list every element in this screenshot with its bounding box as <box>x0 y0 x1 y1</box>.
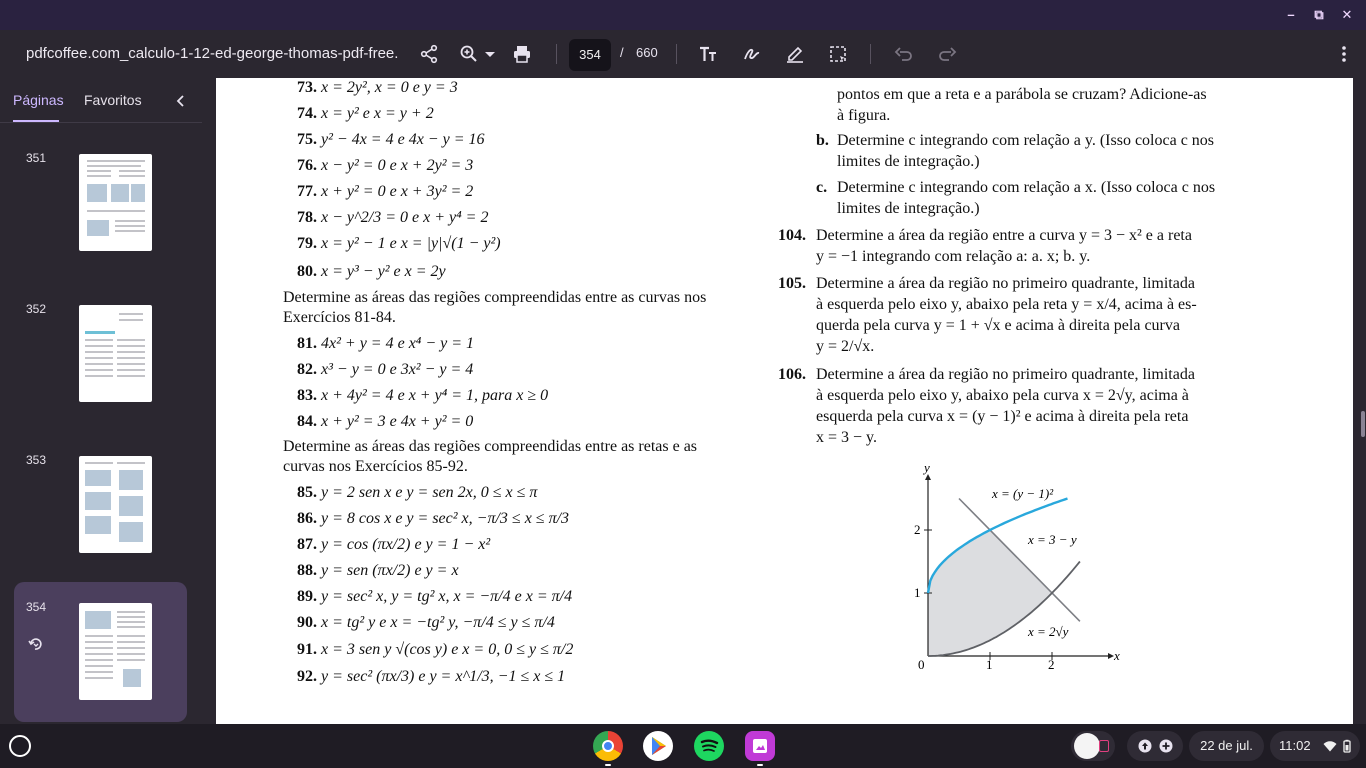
window-title-bar <box>0 0 1366 30</box>
exercise-85 <box>283 483 537 503</box>
text-size-icon <box>698 44 718 64</box>
exercise-text: Determine a área da região no primeiro quadrante, limitada <box>816 366 1195 383</box>
sidebar-divider <box>0 122 202 123</box>
exercise-text: Determine c integrando com relação a x. (Isso coloca c nos <box>837 179 1216 196</box>
exercise-80 <box>283 262 446 282</box>
vertical-scrollbar[interactable] <box>1361 411 1365 437</box>
exercise-89 <box>283 587 572 607</box>
exercise-text: y = 2/√x. <box>816 338 875 355</box>
thumbnail-image <box>79 603 152 700</box>
exercise-equation: 4x² + y = 4 e x⁴ − y = 1 <box>321 335 475 352</box>
exercise-equation: x = tg² y e x = −tg² y, −π/4 ≤ y ≤ π/4 <box>321 614 555 631</box>
exercise-number: 79. <box>297 235 317 252</box>
more-vert-icon <box>1334 44 1354 64</box>
exercise-equation: y = cos (πx/2) e y = 1 − x² <box>321 536 491 553</box>
exercise-text: y = −1 integrando com relação a: a. x; b. y. <box>816 248 1091 265</box>
exercise-equation: y = sec² x, y = tg² x, x = −π/4 e x = π/4 <box>321 588 573 605</box>
page-thumbnail-354[interactable] <box>14 582 187 722</box>
exercise-text: limites de integração.) <box>837 200 980 217</box>
print-button[interactable] <box>510 42 534 66</box>
x-tick-label: 0 <box>918 657 925 672</box>
figure-106 <box>896 456 1126 676</box>
exercise-text: à esquerda pelo eixo y, abaixo pela reta y = x/4, acima à es- <box>816 296 1197 313</box>
exercise-78 <box>283 208 488 228</box>
tab-favorites[interactable]: Favoritos <box>84 92 142 108</box>
exercise-number-104: 104. <box>778 227 806 244</box>
zoom-dropdown[interactable] <box>480 42 500 66</box>
stylus-tools-button[interactable] <box>1071 731 1115 761</box>
exercise-number: 73. <box>297 79 317 96</box>
print-icon <box>512 44 532 64</box>
exercise-number-105: 105. <box>778 275 806 292</box>
system-shelf <box>0 724 1366 768</box>
exercise-91 <box>283 640 573 660</box>
exercise-equation: x + y² = 0 e x + 3y² = 2 <box>321 183 474 200</box>
exercise-equation: x = 2y², x = 0 e y = 3 <box>321 79 458 96</box>
selection-box-icon <box>828 44 848 64</box>
x-axis-label: x <box>1114 648 1120 663</box>
toolbar-divider <box>870 44 871 64</box>
exercise-equation: x = y² − 1 e x = |y|√(1 − y²) <box>321 235 501 252</box>
curve-label-line: x = 3 − y <box>1028 532 1077 547</box>
pdf-toolbar <box>0 30 1366 78</box>
thumbnail-page-number: 354 <box>26 600 47 614</box>
exercise-76 <box>283 156 473 176</box>
exercise-equation: x − y^2/3 = 0 e x + y⁴ = 2 <box>321 209 489 226</box>
status-area[interactable] <box>1270 731 1360 761</box>
exercise-text: Determine c integrando com relação a y. (Isso coloca c nos <box>837 132 1215 149</box>
thumbnail-sidebar <box>0 78 202 724</box>
window-controls <box>1280 6 1358 24</box>
thumbnail-image <box>79 305 152 402</box>
exercise-number: 92. <box>297 668 317 685</box>
user-avatar <box>1074 733 1100 759</box>
exercise-number: 82. <box>297 361 317 378</box>
thumbnail-page-number: 353 <box>26 453 47 467</box>
page-thumbnail-352[interactable] <box>14 284 187 424</box>
instruction-81-84: Determine as áreas das regiões compreendidas entre as curvas nos <box>283 289 707 306</box>
redo-icon <box>937 44 957 64</box>
y-tick-label: 1 <box>914 585 921 600</box>
exercise-number: 75. <box>297 131 317 148</box>
exercise-77 <box>283 182 473 202</box>
exercise-number: 91. <box>297 641 317 658</box>
exercise-number: 81. <box>297 335 317 352</box>
exercise-equation: x + y² = 3 e 4x + y² = 0 <box>321 413 474 430</box>
exercise-number: 89. <box>297 588 317 605</box>
chevron-left-icon <box>172 92 190 110</box>
exercise-82 <box>283 360 473 380</box>
exercise-text: pontos em que a reta e a parábola se cruzam? Adicione-as <box>837 86 1207 103</box>
app-running-indicator <box>757 764 763 766</box>
exercise-equation: x = 3 sen y √(cos y) e x = 0, 0 ≤ y ≤ π/2 <box>321 641 574 658</box>
exercise-number-106: 106. <box>778 366 806 383</box>
gallery-icon[interactable] <box>745 731 775 761</box>
exercise-text: esquerda pela curva x = (y − 1)² e acima à direita pela reta <box>816 408 1189 425</box>
page-total: 660 <box>636 45 658 60</box>
exercise-number: 77. <box>297 183 317 200</box>
exercise-text: Determine a área da região entre a curva y = 3 − x² e a reta <box>816 227 1192 244</box>
launcher-button[interactable] <box>9 735 31 757</box>
thumbnail-page-number: 352 <box>26 302 47 316</box>
exercise-equation: y = sec² (πx/3) e y = x^1/3, −1 ≤ x ≤ 1 <box>321 668 566 685</box>
exercise-number: 80. <box>297 263 317 280</box>
exercise-86 <box>283 509 569 529</box>
toolbar-divider <box>676 44 677 64</box>
page-thumbnail-353[interactable] <box>14 435 187 575</box>
x-tick-label: 1 <box>986 657 993 672</box>
exercise-88 <box>283 561 459 581</box>
zoom-in-icon <box>459 44 479 64</box>
thumbnail-image <box>79 456 152 553</box>
screen-capture-icon <box>1099 740 1109 752</box>
close-button[interactable]: ✕ <box>1341 7 1353 22</box>
redo-button[interactable] <box>935 42 959 66</box>
y-tick-label: 2 <box>914 522 921 537</box>
item-label-b: b. <box>816 132 829 149</box>
exercise-number: 85. <box>297 484 317 501</box>
page-thumbnail-351[interactable] <box>14 133 187 273</box>
pen-draw-icon <box>742 44 762 64</box>
exercise-text: limites de integração.) <box>837 153 980 170</box>
thumbnail-image <box>79 154 152 251</box>
exercise-equation: x³ − y = 0 e 3x² − y = 4 <box>321 361 474 378</box>
page-separator: / <box>620 45 624 60</box>
y-axis-label: y <box>924 460 930 475</box>
exercise-81 <box>283 334 474 354</box>
x-tick-label: 2 <box>1048 657 1055 672</box>
chevron-down-icon <box>480 44 500 64</box>
instruction-85-92: Determine as áreas das regiões compreendidas entre as retas e as <box>283 438 698 455</box>
rotate-icon <box>28 636 44 652</box>
tray-actions[interactable] <box>1127 731 1183 761</box>
app-running-indicator <box>605 764 611 766</box>
date-display[interactable]: 22 de jul. <box>1189 731 1264 761</box>
exercise-equation: x − y² = 0 e x + 2y² = 3 <box>321 157 474 174</box>
exercise-equation: y = 2 sen x e y = sen 2x, 0 ≤ x ≤ π <box>321 484 538 501</box>
document-title: pdfcoffee.com_calculo-1-12-ed-george-thomas-pdf-free. <box>26 45 399 62</box>
exercise-73 <box>283 78 458 98</box>
curve-label-sqrt: x = 2√y <box>1028 624 1069 639</box>
exercise-equation: y = sen (πx/2) e y = x <box>321 562 459 579</box>
undo-icon <box>894 44 914 64</box>
item-label-c: c. <box>816 179 828 196</box>
exercise-92 <box>283 667 565 687</box>
exercise-text: x = 3 − y. <box>816 429 878 446</box>
exercise-83 <box>283 386 548 406</box>
clock: 11:02 <box>1279 738 1311 753</box>
exercise-number: 90. <box>297 614 317 631</box>
exercise-number: 83. <box>297 387 317 404</box>
selection-button[interactable] <box>826 42 850 66</box>
toolbar-divider <box>556 44 557 64</box>
curve-label-parabola: x = (y − 1)² <box>992 486 1054 501</box>
add-icon <box>1159 739 1173 753</box>
exercise-number: 84. <box>297 413 317 430</box>
more-options-button[interactable] <box>1332 42 1356 66</box>
exercise-equation: x + 4y² = 4 e x + y⁴ = 1, para x ≥ 0 <box>321 387 549 404</box>
collapse-sidebar-button[interactable] <box>172 92 190 110</box>
maximize-button[interactable]: ⧉ <box>1314 7 1324 22</box>
zoom-button[interactable] <box>457 42 481 66</box>
minimize-button[interactable]: – <box>1287 7 1295 22</box>
exercise-text: à esquerda pelo eixo y, abaixo pela curva x = 2√y, acima à <box>816 387 1189 404</box>
upload-icon <box>1138 739 1152 753</box>
exercise-number: 87. <box>297 536 317 553</box>
exercise-79 <box>283 234 501 254</box>
exercise-text: Determine a área da região no primeiro quadrante, limitada <box>816 275 1195 292</box>
battery-icon <box>1340 739 1354 753</box>
tab-pages[interactable]: Páginas <box>13 92 64 108</box>
exercise-90 <box>283 613 555 633</box>
share-icon <box>419 44 439 64</box>
document-viewer[interactable] <box>202 78 1366 724</box>
signature-button[interactable] <box>783 42 807 66</box>
exercise-84 <box>283 412 473 432</box>
exercise-equation: y² − 4x = 4 e 4x − y = 16 <box>321 131 485 148</box>
text-annotation-button[interactable] <box>696 42 720 66</box>
exercise-74 <box>283 104 434 124</box>
exercise-number: 86. <box>297 510 317 527</box>
signature-icon <box>785 44 805 64</box>
undo-button[interactable] <box>892 42 916 66</box>
thumbnail-page-number: 351 <box>26 151 47 165</box>
exercise-text: querda pela curva y = 1 + √x e acima à direita pela curva <box>816 317 1180 334</box>
instruction-85-92-cont: curvas nos Exercícios 85-92. <box>283 458 468 475</box>
page-number-input[interactable]: 354 <box>569 39 611 71</box>
instruction-81-84-cont: Exercícios 81-84. <box>283 309 396 326</box>
draw-button[interactable] <box>740 42 764 66</box>
exercise-equation: x = y³ − y² e x = 2y <box>321 263 446 280</box>
exercise-75 <box>283 130 485 150</box>
chrome-icon[interactable] <box>593 731 623 761</box>
spotify-icon[interactable] <box>694 731 724 761</box>
exercise-equation: x = y² e x = y + 2 <box>321 105 434 122</box>
exercise-number: 88. <box>297 562 317 579</box>
play-store-icon[interactable] <box>643 731 673 761</box>
exercise-equation: y = 8 cos x e y = sec² x, −π/3 ≤ x ≤ π/3 <box>321 510 570 527</box>
exercise-number: 78. <box>297 209 317 226</box>
exercise-text: à figura. <box>837 107 891 124</box>
exercise-87 <box>283 535 490 555</box>
pdf-page <box>216 78 1353 724</box>
wifi-icon <box>1323 739 1337 753</box>
exercise-number: 74. <box>297 105 317 122</box>
rotate-page-button[interactable] <box>28 636 44 652</box>
exercise-number: 76. <box>297 157 317 174</box>
share-button[interactable] <box>417 42 441 66</box>
